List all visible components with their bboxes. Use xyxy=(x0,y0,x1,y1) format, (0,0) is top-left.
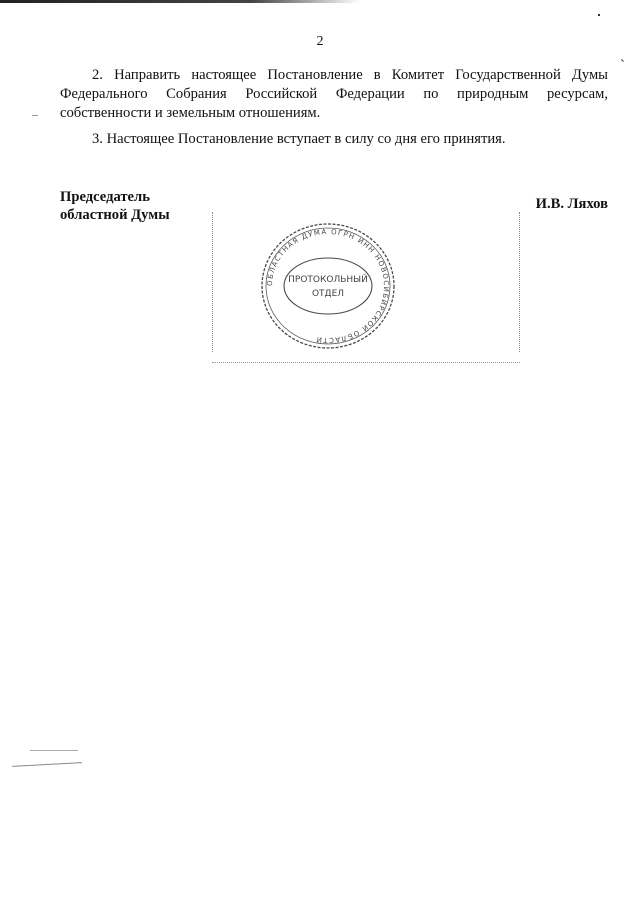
paragraph-2: 2. Направить настоящее Постановление в Комитет Государственной Думы Федерального Собрания Российской Федерации по природным ресурсам, собственности и земельным отношениям. xyxy=(60,67,608,121)
signatory-title-line1: Председатель xyxy=(60,189,150,205)
scan-speck xyxy=(621,59,624,62)
scan-stroke xyxy=(30,750,78,751)
signatory-title xyxy=(60,188,170,224)
signatory-title-line2: областной Думы xyxy=(60,207,170,223)
signatory-name: И.В. Ляхов xyxy=(535,196,608,212)
seal-center-text-line1: ПРОТОКОЛЬНЫЙ xyxy=(288,275,368,285)
seal-outer-text: ОБЛАСТНАЯ ДУМА ОГРН ИНН НОВОСИБИРСКОЙ ОБЛАСТИ xyxy=(265,227,391,345)
seal-center-text-line2: ОТДЕЛ xyxy=(311,289,345,299)
paragraph-3: 3. Настоящее Постановление вступает в силу со дня его принятия. xyxy=(92,131,506,147)
scan-stroke xyxy=(12,762,82,767)
frame-right-line xyxy=(519,212,520,352)
official-seal-stamp xyxy=(258,220,398,352)
scan-speck xyxy=(598,14,600,16)
frame-left-line xyxy=(212,212,213,352)
page-number: 2 xyxy=(316,34,324,49)
frame-bottom-line xyxy=(212,362,520,363)
scan-top-edge xyxy=(0,0,360,3)
scan-speck xyxy=(32,115,38,116)
